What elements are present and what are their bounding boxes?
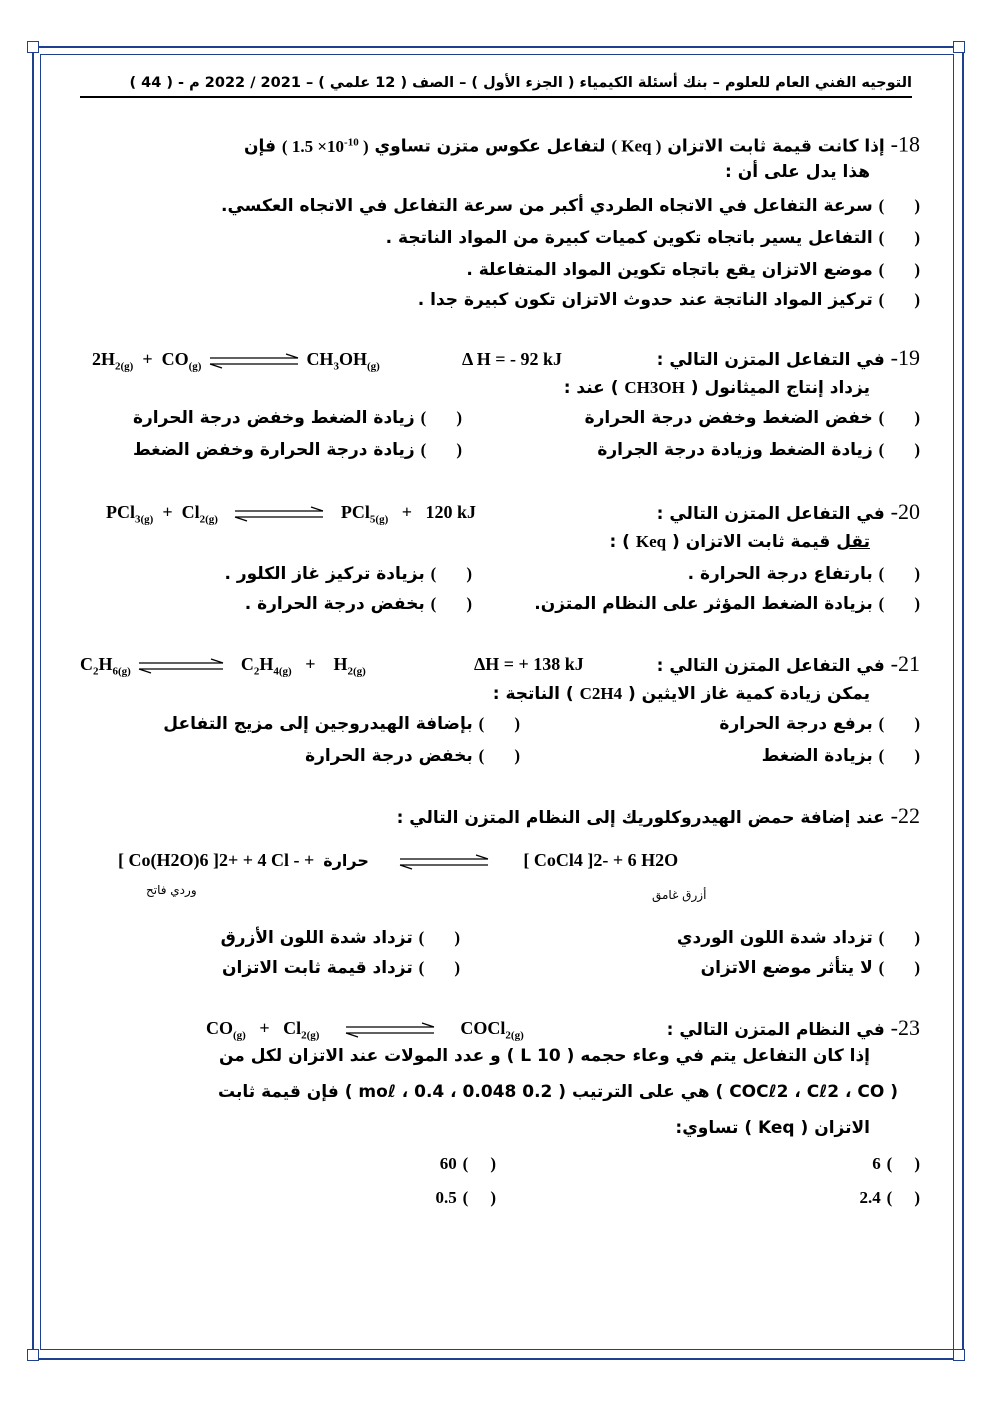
q20-option-2[interactable]: () بزيادة تركيز غاز الكلور .: [224, 564, 472, 584]
q23-option-1[interactable]: () 6: [872, 1154, 920, 1173]
q20-equation: $PCl_{3(g)} + Cl_{2(g)}$ PCl$_{5(g)}$ + 120 kJ: [106, 502, 477, 526]
q18-number: 18-: [890, 131, 920, 157]
q21-stem: 21- في التفاعل المتزن التالي :: [656, 651, 920, 676]
q19-option-1[interactable]: () خفض الضغط وخفض درجة الحرارة: [584, 408, 920, 428]
q19-equation: $2H_{2(g)} + CO_{(g)}$ $CH_3OH_{(g)}$: [92, 349, 380, 373]
q20-option-1[interactable]: () بارتفاع درجة الحرارة .: [687, 564, 920, 584]
q22-label-dark-blue: أزرق غامق: [652, 888, 707, 902]
equilibrium-arrow-icon: [206, 353, 302, 369]
border-corner: [953, 1349, 965, 1361]
border-corner: [953, 41, 965, 53]
q18-option-1[interactable]: () سرعة التفاعل في الاتجاه الطردي أكبر من سرعة التفاعل في الاتجاه العكسي.: [220, 196, 920, 216]
q18-stem: 18- إذا كانت قيمة ثابت الاتزان ( Keq ) لتفاعل عكوس متزن تساوي ( $1.5 \times 10^{-10}$ ) فإن: [243, 131, 920, 157]
q18-stem-line2: هذا يدل على أن :: [725, 162, 870, 182]
q23-stem: 23- في النظام المتزن التالي :: [666, 1015, 920, 1040]
q23-line4: الاتزان ( Keq ) تساوي:: [675, 1118, 870, 1138]
equilibrium-arrow-icon: [231, 506, 327, 522]
page-header: التوجيه الفني العام للعلوم – بنك أسئلة الكيمياء ( الجزء الأول ) – الصف ( 12 علمي ) – 2021 / 2022 م - ( 44 ): [80, 72, 912, 98]
q22-equation-left: [ Co(H2O)6 ]2+ + 4 Cl - +: [118, 850, 315, 870]
q19-stem: 19- في التفاعل المتزن التالي :: [656, 345, 920, 370]
q20-option-4[interactable]: () بخفض درجة الحرارة .: [244, 594, 472, 614]
q19-delta-h: Δ H = - 92 kJ: [462, 349, 563, 369]
q21-delta-h: ΔH = + 138 kJ: [474, 654, 584, 674]
q20-stem: 20- في التفاعل المتزن التالي :: [656, 499, 920, 524]
q21-option-2[interactable]: () بإضافة الهيدروجين إلى مزيج التفاعل: [163, 714, 520, 734]
q23-equation: $CO_{(g)} + Cl_{2(g)}$ COCl$_{2(g)}$: [206, 1018, 524, 1042]
equilibrium-arrow-icon: [342, 1022, 438, 1038]
q22-label-light-pink: وردي فاتح: [146, 883, 197, 897]
q19-option-2[interactable]: () زيادة الضغط وخفض درجة الحرارة: [132, 408, 462, 428]
q19-stem-line2: يزداد إنتاج الميثانول ( CH3OH ) عند :: [563, 378, 870, 398]
q21-stem-line2: يمكن زيادة كمية غاز الايثين ( C2H4 ) الناتجة :: [492, 684, 870, 704]
q20-option-3[interactable]: () بزيادة الضغط المؤثر على النظام المتزن.: [534, 594, 920, 614]
q22-option-4[interactable]: () تزداد قيمة ثابت الاتزان: [222, 958, 460, 978]
q22-equation-right: [ CoCl4 ]2- + 6 H2O: [523, 850, 679, 870]
q23-option-2[interactable]: () 60: [439, 1154, 496, 1173]
q22-option-3[interactable]: () لا يتأثر موضع الاتزان: [700, 958, 920, 978]
q21-option-3[interactable]: () بزيادة الضغط: [761, 746, 920, 766]
q22-option-2[interactable]: () تزداد شدة اللون الأزرق: [220, 928, 460, 948]
q18-option-3[interactable]: () موضع الاتزان يقع باتجاه تكوين المواد المتفاعلة .: [466, 260, 920, 280]
q19-option-4[interactable]: () زيادة درجة الحرارة وخفض الضغط: [132, 440, 462, 460]
equilibrium-arrow-icon: [396, 854, 492, 870]
q19-option-3[interactable]: () زيادة الضغط وزيادة درجة الجرارة: [597, 440, 920, 460]
q22-stem: 22- عند إضافة حمض الهيدروكلوريك إلى النظام المتزن التالي :: [396, 803, 920, 828]
q21-option-4[interactable]: () بخفض درجة الحرارة: [305, 746, 520, 766]
q23-option-4[interactable]: () 0.5: [435, 1188, 496, 1207]
q18-option-4[interactable]: () تركيز المواد الناتجة عند حدوث الاتزان تكون كبيرة جدا .: [417, 290, 920, 310]
q23-option-3[interactable]: () 2.4: [859, 1188, 920, 1207]
q23-line3: ( COCℓ2 ، Cℓ2 ، CO ) هي على الترتيب ( 0.2 moℓ ، 0.4 ، 0.048 ) فإن قيمة ثابت: [218, 1082, 898, 1102]
q21-equation: $C_2H_{6(g)}$ $C_2H_{4(g)}$ + $H_{2(g)}$: [80, 654, 366, 678]
border-corner: [27, 1349, 39, 1361]
q18-option-2[interactable]: () التفاعل يسير باتجاه تكوين كميات كبيرة من المواد الناتجة .: [385, 228, 920, 248]
q22-equation: [ Co(H2O)6 ]2+ + 4 Cl - + حرارة [ CoCl4 ]2- + 6 H2O: [118, 850, 679, 870]
border-corner: [27, 41, 39, 53]
q23-line2: إذا كان التفاعل يتم في وعاء حجمه ( 10 L ) و عدد المولات عند الاتزان لكل من: [219, 1046, 870, 1066]
q20-stem-line2: تقل قيمة ثابت الاتزان ( Keq ) :: [609, 532, 870, 552]
equilibrium-arrow-icon: [135, 658, 227, 674]
q22-option-1[interactable]: () تزداد شدة اللون الوردي: [676, 928, 920, 948]
q21-option-1[interactable]: () برفع درجة الحرارة: [719, 714, 920, 734]
